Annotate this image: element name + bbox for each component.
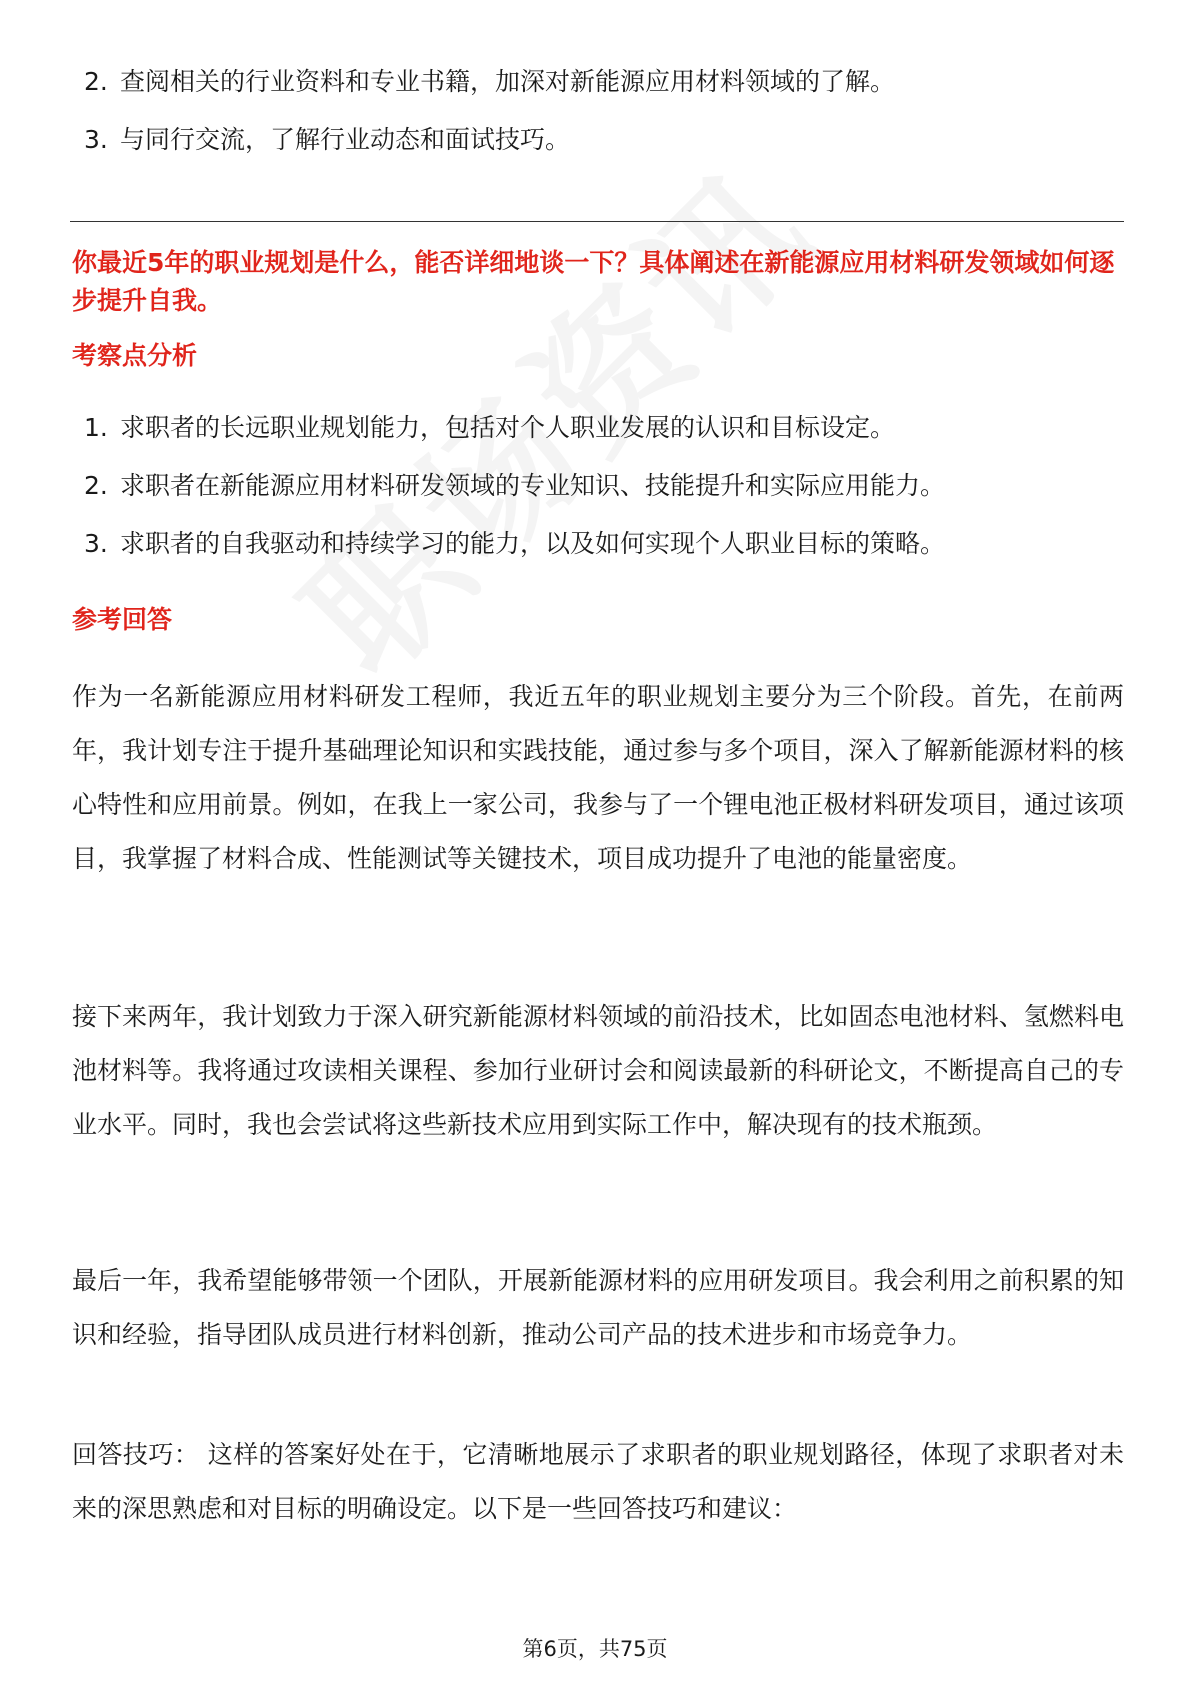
list-text: 与同行交流，了解行业动态和面试技巧。 [120,125,571,154]
list-number: 2. [84,471,108,500]
list-number: 3. [84,529,108,558]
list-item [84,410,945,468]
list-item [84,64,895,122]
list-text: 求职者的长远职业规划能力，包括对个人职业发展的认识和目标设定。 [120,413,896,442]
answer-heading: 参考回答 [72,605,173,634]
list-text: 求职者在新能源应用材料研发领域的专业知识、技能提升和实际应用能力。 [120,471,946,500]
list-text: 查阅相关的行业资料和专业书籍，加深对新能源应用材料领域的了解。 [120,67,896,96]
list-text: 求职者的自我驱动和持续学习的能力，以及如何实现个人职业目标的策略。 [120,529,946,558]
list-item [84,468,945,526]
answer-tips-paragraph: 回答技巧： 这样的答案好处在于，它清晰地展示了求职者的职业规划路径，体现了求职者对未来的深思熟虑和对目标的明确设定。以下是一些回答技巧和建议： [72,1440,1124,1523]
list-item [84,122,895,180]
list-number: 3. [84,125,108,154]
tips-list [84,64,895,180]
list-item [84,526,945,584]
answer-paragraph: 作为一名新能源应用材料研发工程师，我近五年的职业规划主要分为三个阶段。首先，在前两年，我计划专注于提升基础理论知识和实践技能，通过参与多个项目，深入了解新能源材料的核心特性和应用前景。例如，在我上一家公司，我参与了一个锂电池正极材料研发项目，通过该项目，我掌握了材料合成、性能测试等关键技术，项目成功提升了电池的能量密度。 [72,682,1124,873]
interview-question: 你最近5年的职业规划是什么，能否详细地谈一下？具体阐述在新能源应用材料研发领域如何逐步提升自我。 [72,248,1115,315]
list-number: 2. [84,67,108,96]
list-number: 1. [84,413,108,442]
answer-paragraph: 接下来两年，我计划致力于深入研究新能源材料领域的前沿技术，比如固态电池材料、氢燃料电池材料等。我将通过攻读相关课程、参加行业研讨会和阅读最新的科研论文，不断提高自己的专业水平。同时，我也会尝试将这些新技术应用到实际工作中，解决现有的技术瓶颈。 [72,1002,1124,1139]
page-number: 第6页，共75页 [522,1637,668,1661]
section-divider [70,221,1124,222]
analysis-heading: 考察点分析 [72,341,198,370]
analysis-list [84,410,945,584]
answer-paragraph: 最后一年，我希望能够带领一个团队，开展新能源材料的应用研发项目。我会利用之前积累的知识和经验，指导团队成员进行材料创新，推动公司产品的技术进步和市场竞争力。 [72,1266,1124,1349]
